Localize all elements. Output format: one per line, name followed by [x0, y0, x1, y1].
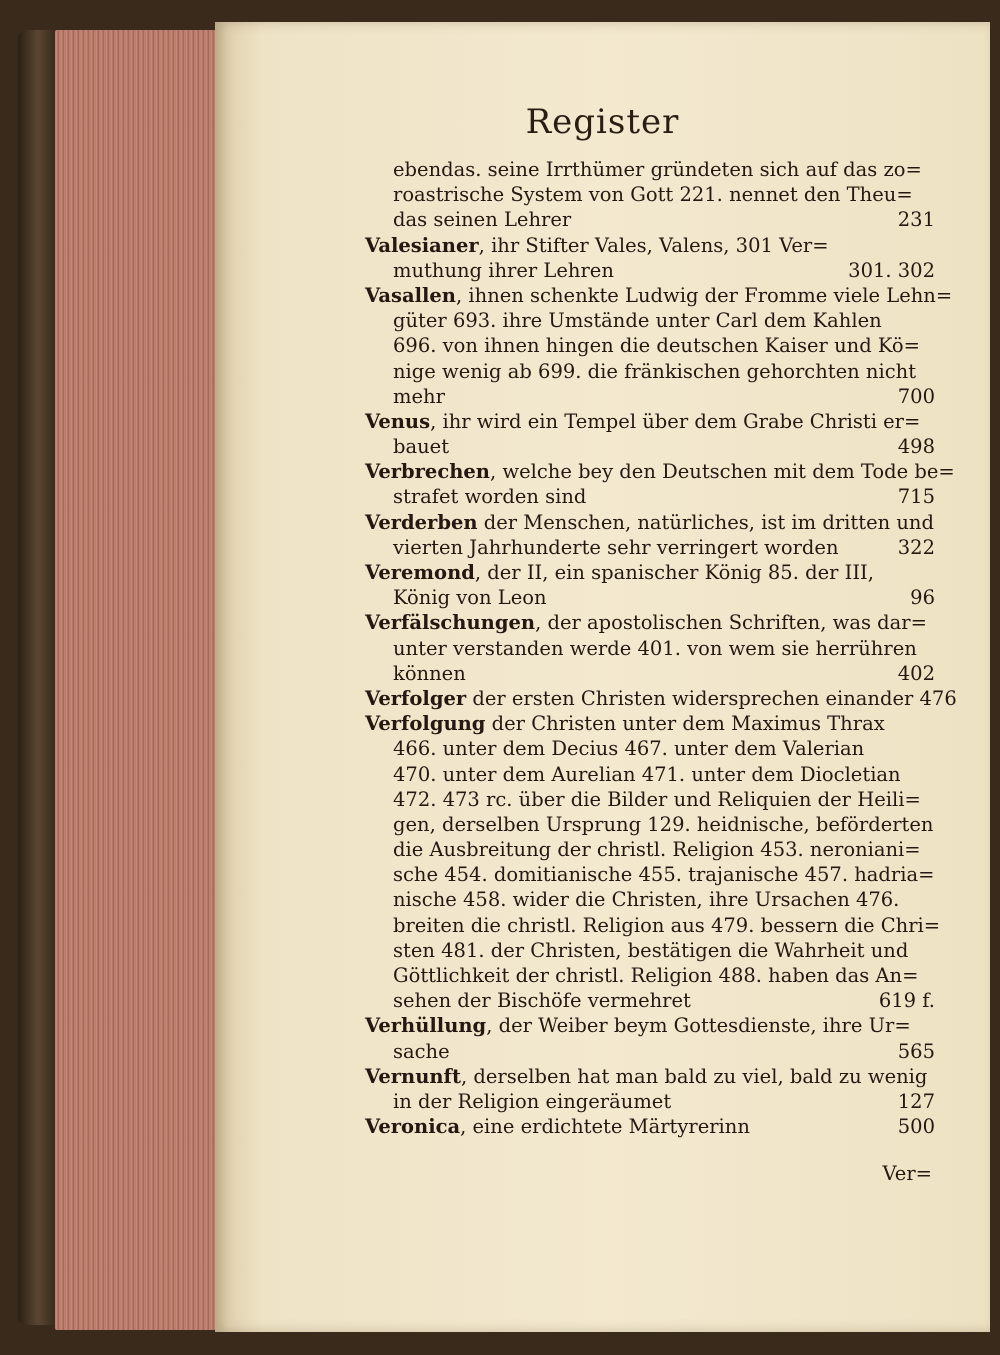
entry-text: [393, 384, 445, 409]
entry-line: [365, 233, 935, 258]
entry-text: [393, 988, 691, 1013]
entry-body: muthung ihrer Lehren: [393, 258, 614, 282]
entry-body: sehen der Bischöfe vermehret: [393, 989, 691, 1013]
page-reference: 96: [910, 586, 935, 610]
entry-body: , der II, ein spanischer König 85. der III,: [474, 561, 874, 584]
entry-body: vierten Jahrhunderte sehr verringert worden: [393, 535, 839, 559]
entry-text: [365, 233, 829, 258]
page-edges: [55, 30, 220, 1330]
entry-continuation-line: [365, 434, 935, 459]
entry-text: [393, 207, 571, 232]
page-reference: 127: [897, 1089, 935, 1113]
entry-body: der Menschen, natürliches, ist im dritten und: [477, 510, 934, 534]
entry-continuation-line: [365, 207, 935, 232]
entry-headword: Venus: [365, 409, 431, 433]
entry-body: nige wenig ab 699. die fränkischen gehorchten nicht: [393, 359, 917, 383]
entry-body: König von Leon: [393, 586, 547, 610]
entry-body: mehr: [393, 384, 445, 408]
entry-body: nische 458. wider die Christen, ihre Ursachen 476.: [393, 888, 900, 912]
entry-continuation-line: [365, 157, 935, 182]
entry-text: [393, 913, 940, 938]
book-page: [215, 22, 990, 1332]
page-reference: 715: [897, 485, 935, 509]
entry-text: [393, 535, 839, 560]
page-reference: 231: [897, 208, 935, 232]
entry-text: [393, 258, 614, 283]
entry-continuation-line: [365, 258, 935, 283]
entry-line: [365, 560, 935, 585]
entry-text: [393, 308, 882, 333]
entry-text: [393, 661, 466, 686]
entry-text: [393, 484, 586, 509]
page-reference: 301. 302: [848, 258, 935, 282]
entry-body: der ersten Christen widersprechen einander 476: [466, 686, 957, 710]
entry-text: [365, 283, 952, 308]
entry-body: güter 693. ihre Umstände unter Carl dem Kahlen: [393, 309, 882, 333]
entry-continuation-line: [365, 988, 935, 1013]
entry-text: [365, 1114, 750, 1139]
entry-headword: Verfolger: [365, 686, 467, 710]
page-reference: 619 f.: [878, 989, 935, 1013]
entry-text: [393, 333, 920, 358]
entry-body: , ihnen schenkte Ludwig der Fromme viele Lehn=: [456, 283, 953, 307]
entry-continuation-line: [365, 182, 935, 207]
entry-body: strafet worden sind: [393, 485, 587, 509]
entry-headword: Vasallen: [365, 283, 456, 307]
entry-body: in der Religion eingeräumet: [393, 1089, 672, 1113]
entry-line: [365, 1064, 935, 1089]
entry-text: [393, 938, 908, 963]
entry-body: sten 481. der Christen, bestätigen die Wahrheit und: [393, 938, 909, 962]
entry-text: [393, 837, 921, 862]
register-entries: [365, 157, 957, 1139]
entry-body: , derselben hat man bald zu viel, bald zu wenig: [460, 1064, 928, 1088]
entry-continuation-line: [365, 812, 935, 837]
entry-line: [365, 686, 957, 711]
page-reference: 402: [897, 661, 935, 685]
entry-text: [393, 182, 913, 207]
entry-line: [365, 1013, 935, 1038]
entry-body: , welche bey den Deutschen mit dem Tode be=: [489, 460, 955, 484]
entry-text: [393, 636, 917, 661]
page-reference: 700: [897, 384, 935, 408]
entry-text: [393, 1039, 450, 1064]
entry-continuation-line: [365, 837, 935, 862]
entry-headword: Veronica: [365, 1115, 461, 1139]
entry-headword: Verhüllung: [365, 1014, 487, 1038]
entry-line: [365, 283, 953, 308]
page-reference: 498: [897, 435, 935, 459]
entry-continuation-line: [365, 636, 935, 661]
entry-body: 696. von ihnen hingen die deutschen Kaiser und Kö=: [393, 334, 920, 358]
entry-text: [365, 459, 955, 484]
entry-continuation-line: [365, 1039, 935, 1064]
entry-text: [365, 560, 874, 585]
entry-headword: Verfolgung: [365, 712, 486, 736]
entry-continuation-line: [365, 484, 935, 509]
entry-continuation-line: [365, 736, 935, 761]
entry-text: [393, 359, 916, 384]
entry-continuation-line: [365, 1089, 935, 1114]
entry-text: [393, 862, 934, 887]
entry-continuation-line: [365, 762, 935, 787]
entry-headword: Valesianer: [365, 233, 479, 257]
entry-body: , der Weiber beym Gottesdienste, ihre Ur=: [486, 1014, 911, 1038]
entry-text: [365, 711, 885, 736]
entry-text: [365, 1013, 911, 1038]
entry-body: 466. unter dem Decius 467. unter dem Valerian: [393, 737, 865, 761]
entry-body: sche 454. domitianische 455. trajanische 457. hadria=: [393, 863, 935, 887]
entry-text: [393, 963, 918, 988]
entry-text: [393, 585, 547, 610]
entry-body: Göttlichkeit der christl. Religion 488. haben das An=: [393, 964, 919, 987]
entry-text: [393, 812, 934, 837]
entry-body: bauet: [393, 435, 450, 459]
entry-text: [393, 1089, 671, 1114]
entry-headword: Veremond: [365, 561, 475, 584]
entry-body: , eine erdichtete Märtyrerinn: [460, 1115, 750, 1139]
page-reference: 322: [897, 535, 935, 559]
entry-text: [365, 686, 957, 711]
entry-continuation-line: [365, 535, 935, 560]
entry-text: [393, 762, 901, 787]
entry-continuation-line: [365, 384, 935, 409]
entry-text: [365, 510, 934, 535]
entry-headword: Vernunft: [365, 1064, 461, 1088]
entry-continuation-line: [365, 938, 935, 963]
entry-body: unter verstanden werde 401. von wem sie herrühren: [393, 636, 917, 660]
entry-continuation-line: [365, 333, 935, 358]
entry-continuation-line: [365, 862, 935, 887]
entry-body: der Christen unter dem Maximus Thrax: [485, 712, 885, 736]
entry-body: gen, derselben Ursprung 129. heidnische, beförderten: [393, 812, 934, 836]
entry-body: breiten die christl. Religion aus 479. bessern die Chri=: [393, 913, 941, 937]
entry-text: [365, 610, 927, 635]
entry-continuation-line: [365, 585, 935, 610]
entry-body: roastrische System von Gott 221. nennet den Theu=: [393, 183, 913, 207]
entry-line: [365, 1114, 935, 1139]
entry-continuation-line: [365, 308, 935, 333]
entry-body: 470. unter dem Aurelian 471. unter dem Diocletian: [393, 762, 901, 786]
entry-text: [393, 787, 921, 812]
entry-body: sache: [393, 1039, 450, 1063]
entry-continuation-line: [365, 359, 935, 384]
entry-body: ebendas. seine Irrthümer gründeten sich auf das zo=: [393, 158, 922, 181]
entry-line: [365, 610, 935, 635]
entry-text: [365, 409, 920, 434]
entry-body: 472. 473 rc. über die Bilder und Reliquien der Heili=: [393, 787, 921, 811]
entry-text: [393, 736, 864, 761]
entry-body: das seinen Lehrer: [393, 208, 572, 232]
entry-body: , ihr wird ein Tempel über dem Grabe Christi er=: [430, 409, 921, 433]
entry-text: [393, 887, 899, 912]
entry-headword: Verderben: [365, 510, 478, 534]
entry-body: können: [393, 661, 466, 685]
entry-continuation-line: [365, 661, 935, 686]
catchword: Ver=: [882, 1162, 932, 1185]
entry-body: , der apostolischen Schriften, was dar=: [535, 611, 927, 635]
entry-line: [365, 409, 935, 434]
entry-line: [365, 510, 935, 535]
entry-continuation-line: [365, 963, 935, 988]
page-reference: 500: [897, 1115, 935, 1139]
entry-continuation-line: [365, 887, 935, 912]
entry-headword: Verfälschungen: [365, 611, 536, 635]
entry-body: die Ausbreitung der christl. Religion 453. neroniani=: [393, 838, 921, 862]
entry-continuation-line: [365, 913, 941, 938]
entry-body: , ihr Stifter Vales, Valens, 301 Ver=: [478, 233, 829, 257]
entry-text: [393, 157, 922, 182]
entry-line: [365, 711, 935, 736]
entry-headword: Verbrechen: [365, 460, 490, 484]
entry-text: [393, 434, 449, 459]
entry-continuation-line: [365, 787, 935, 812]
entry-text: [365, 1064, 927, 1089]
page-title: Register: [525, 102, 680, 142]
page-reference: 565: [897, 1039, 935, 1063]
entry-line: [365, 459, 955, 484]
